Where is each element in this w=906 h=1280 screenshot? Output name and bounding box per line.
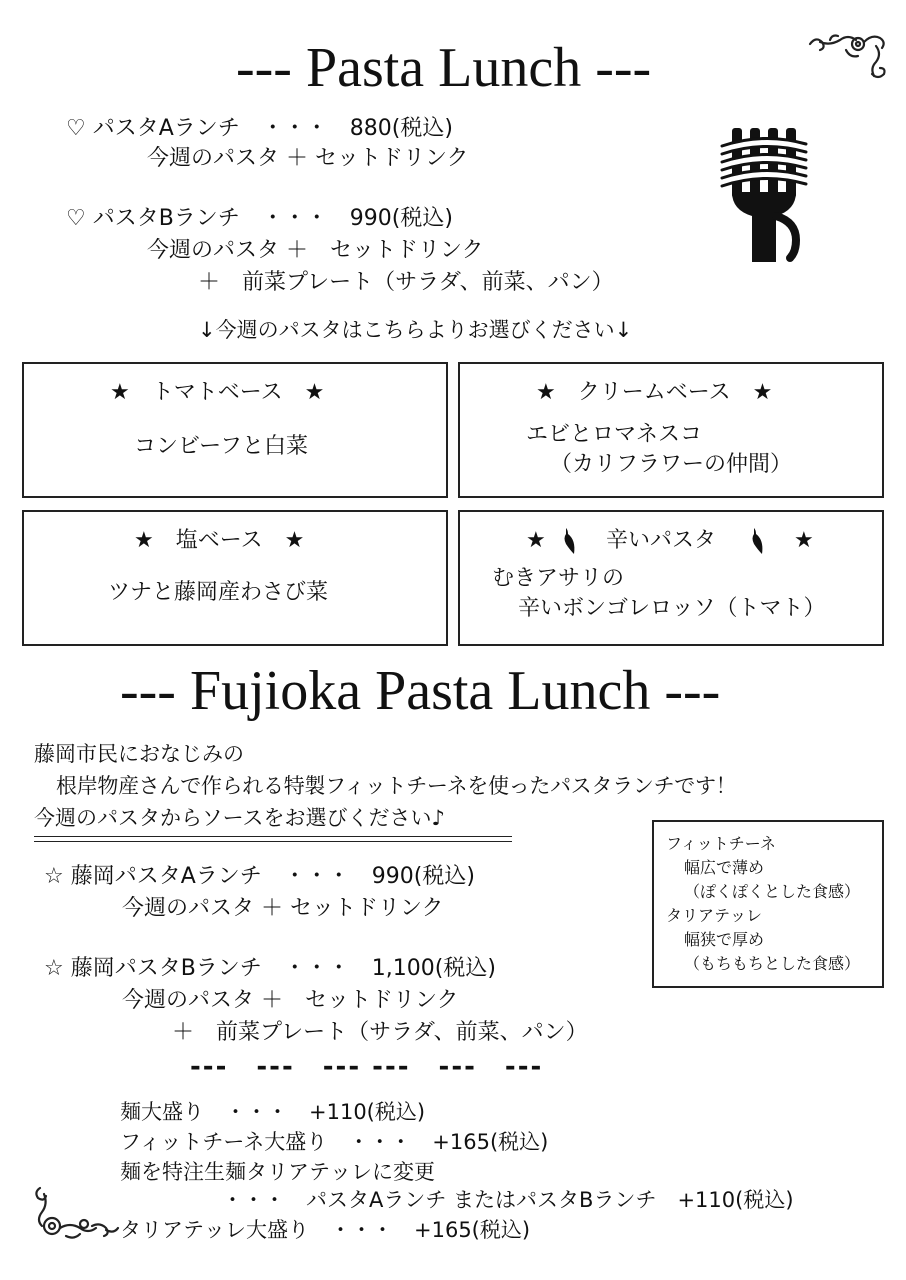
option-tagliatelle-change-price: ・・・ パスタAランチ またはパスタBランチ +110(税込) [222,1188,794,1212]
note-tagliatelle: タリアテッレ [666,906,763,925]
fork-pasta-icon [718,128,810,262]
box-star-right: ★ [794,528,814,553]
box-item: ツナと藤岡産わさび菜 [108,580,329,605]
pasta-box-salt [22,510,448,646]
note-fettuccine-desc: 幅広で薄め [684,858,765,877]
option-tagliatelle-change: 麺を特注生麺タリアテッレに変更 [120,1160,435,1184]
section-title-fujioka-pasta-lunch: --- Fujioka Pasta Lunch --- [120,660,721,722]
box-star-left: ★ [526,528,546,553]
box-heading: ★ クリームベース ★ [536,380,773,405]
box-item: 辛いボンゴレロッソ（トマト） [518,596,826,621]
fujioka-plan-b-label: ☆ 藤岡パスタBランチ ・・・ 1,100(税込) [44,956,496,981]
note-tagliatelle-texture: （もちもちとした食感） [684,954,861,973]
corner-ornament-bottom [30,1182,122,1244]
pasta-box-tomato [22,362,448,498]
plan-b-label: ♡ パスタBランチ ・・・ 990(税込) [66,206,453,231]
note-fettuccine-texture: （ぽくぽくとした食感） [684,882,861,901]
pasta-box-cream [458,362,884,498]
box-item: むきアサリの [492,566,625,591]
corner-ornament-top [806,30,890,90]
note-fettuccine: フィットチーネ [666,834,776,853]
plan-a-detail: 今週のパスタ ＋ セットドリンク [147,146,469,171]
box-item: （カリフラワーの仲間） [550,452,793,477]
note-tagliatelle-desc: 幅狭で厚め [684,930,765,949]
fujioka-plan-a-label: ☆ 藤岡パスタAランチ ・・・ 990(税込) [44,864,475,889]
box-heading: 辛いパスタ [606,528,717,553]
box-heading: ★ 塩ベース ★ [134,528,305,553]
fujioka-plan-b-detail: 今週のパスタ ＋ セットドリンク [122,988,459,1013]
box-item: エビとロマネスコ [526,422,703,447]
intro-line-3: 今週のパスタからソースをお選びください♪ [34,806,445,830]
double-underline [34,836,512,842]
option-large-noodles: 麺大盛り ・・・ +110(税込) [120,1100,426,1124]
chili-pepper-icon [560,526,580,556]
plan-b-extra: ＋ 前菜プレート（サラダ、前菜、パン） [198,270,614,295]
plan-a-label: ♡ パスタAランチ ・・・ 880(税込) [66,116,453,141]
divider-dashes: --- --- --- --- --- --- [190,1052,544,1082]
pasta-box-spicy [458,510,884,646]
plan-b-detail: 今週のパスタ ＋ セットドリンク [147,238,484,263]
fujioka-plan-a-detail: 今週のパスタ ＋ セットドリンク [122,896,444,921]
option-large-fettuccine: フィットチーネ大盛り ・・・ +165(税込) [120,1130,549,1154]
option-large-tagliatelle: タリアテッレ大盛り ・・・ +165(税込) [120,1218,531,1242]
box-heading: ★ トマトベース ★ [110,380,325,405]
chili-pepper-icon [748,526,768,556]
pasta-instruction: ↓今週のパスタはこちらよりお選びください↓ [198,318,633,342]
section-title-pasta-lunch: --- Pasta Lunch --- [236,37,652,99]
intro-line-1: 藤岡市民におなじみの [34,742,244,766]
noodle-type-note [652,820,884,988]
box-item: コンビーフと白菜 [134,434,309,459]
intro-line-2: 根岸物産さんで作られる特製フィットチーネを使ったパスタランチです！ [56,774,737,798]
fujioka-plan-b-extra: ＋ 前菜プレート（サラダ、前菜、パン） [172,1020,588,1045]
